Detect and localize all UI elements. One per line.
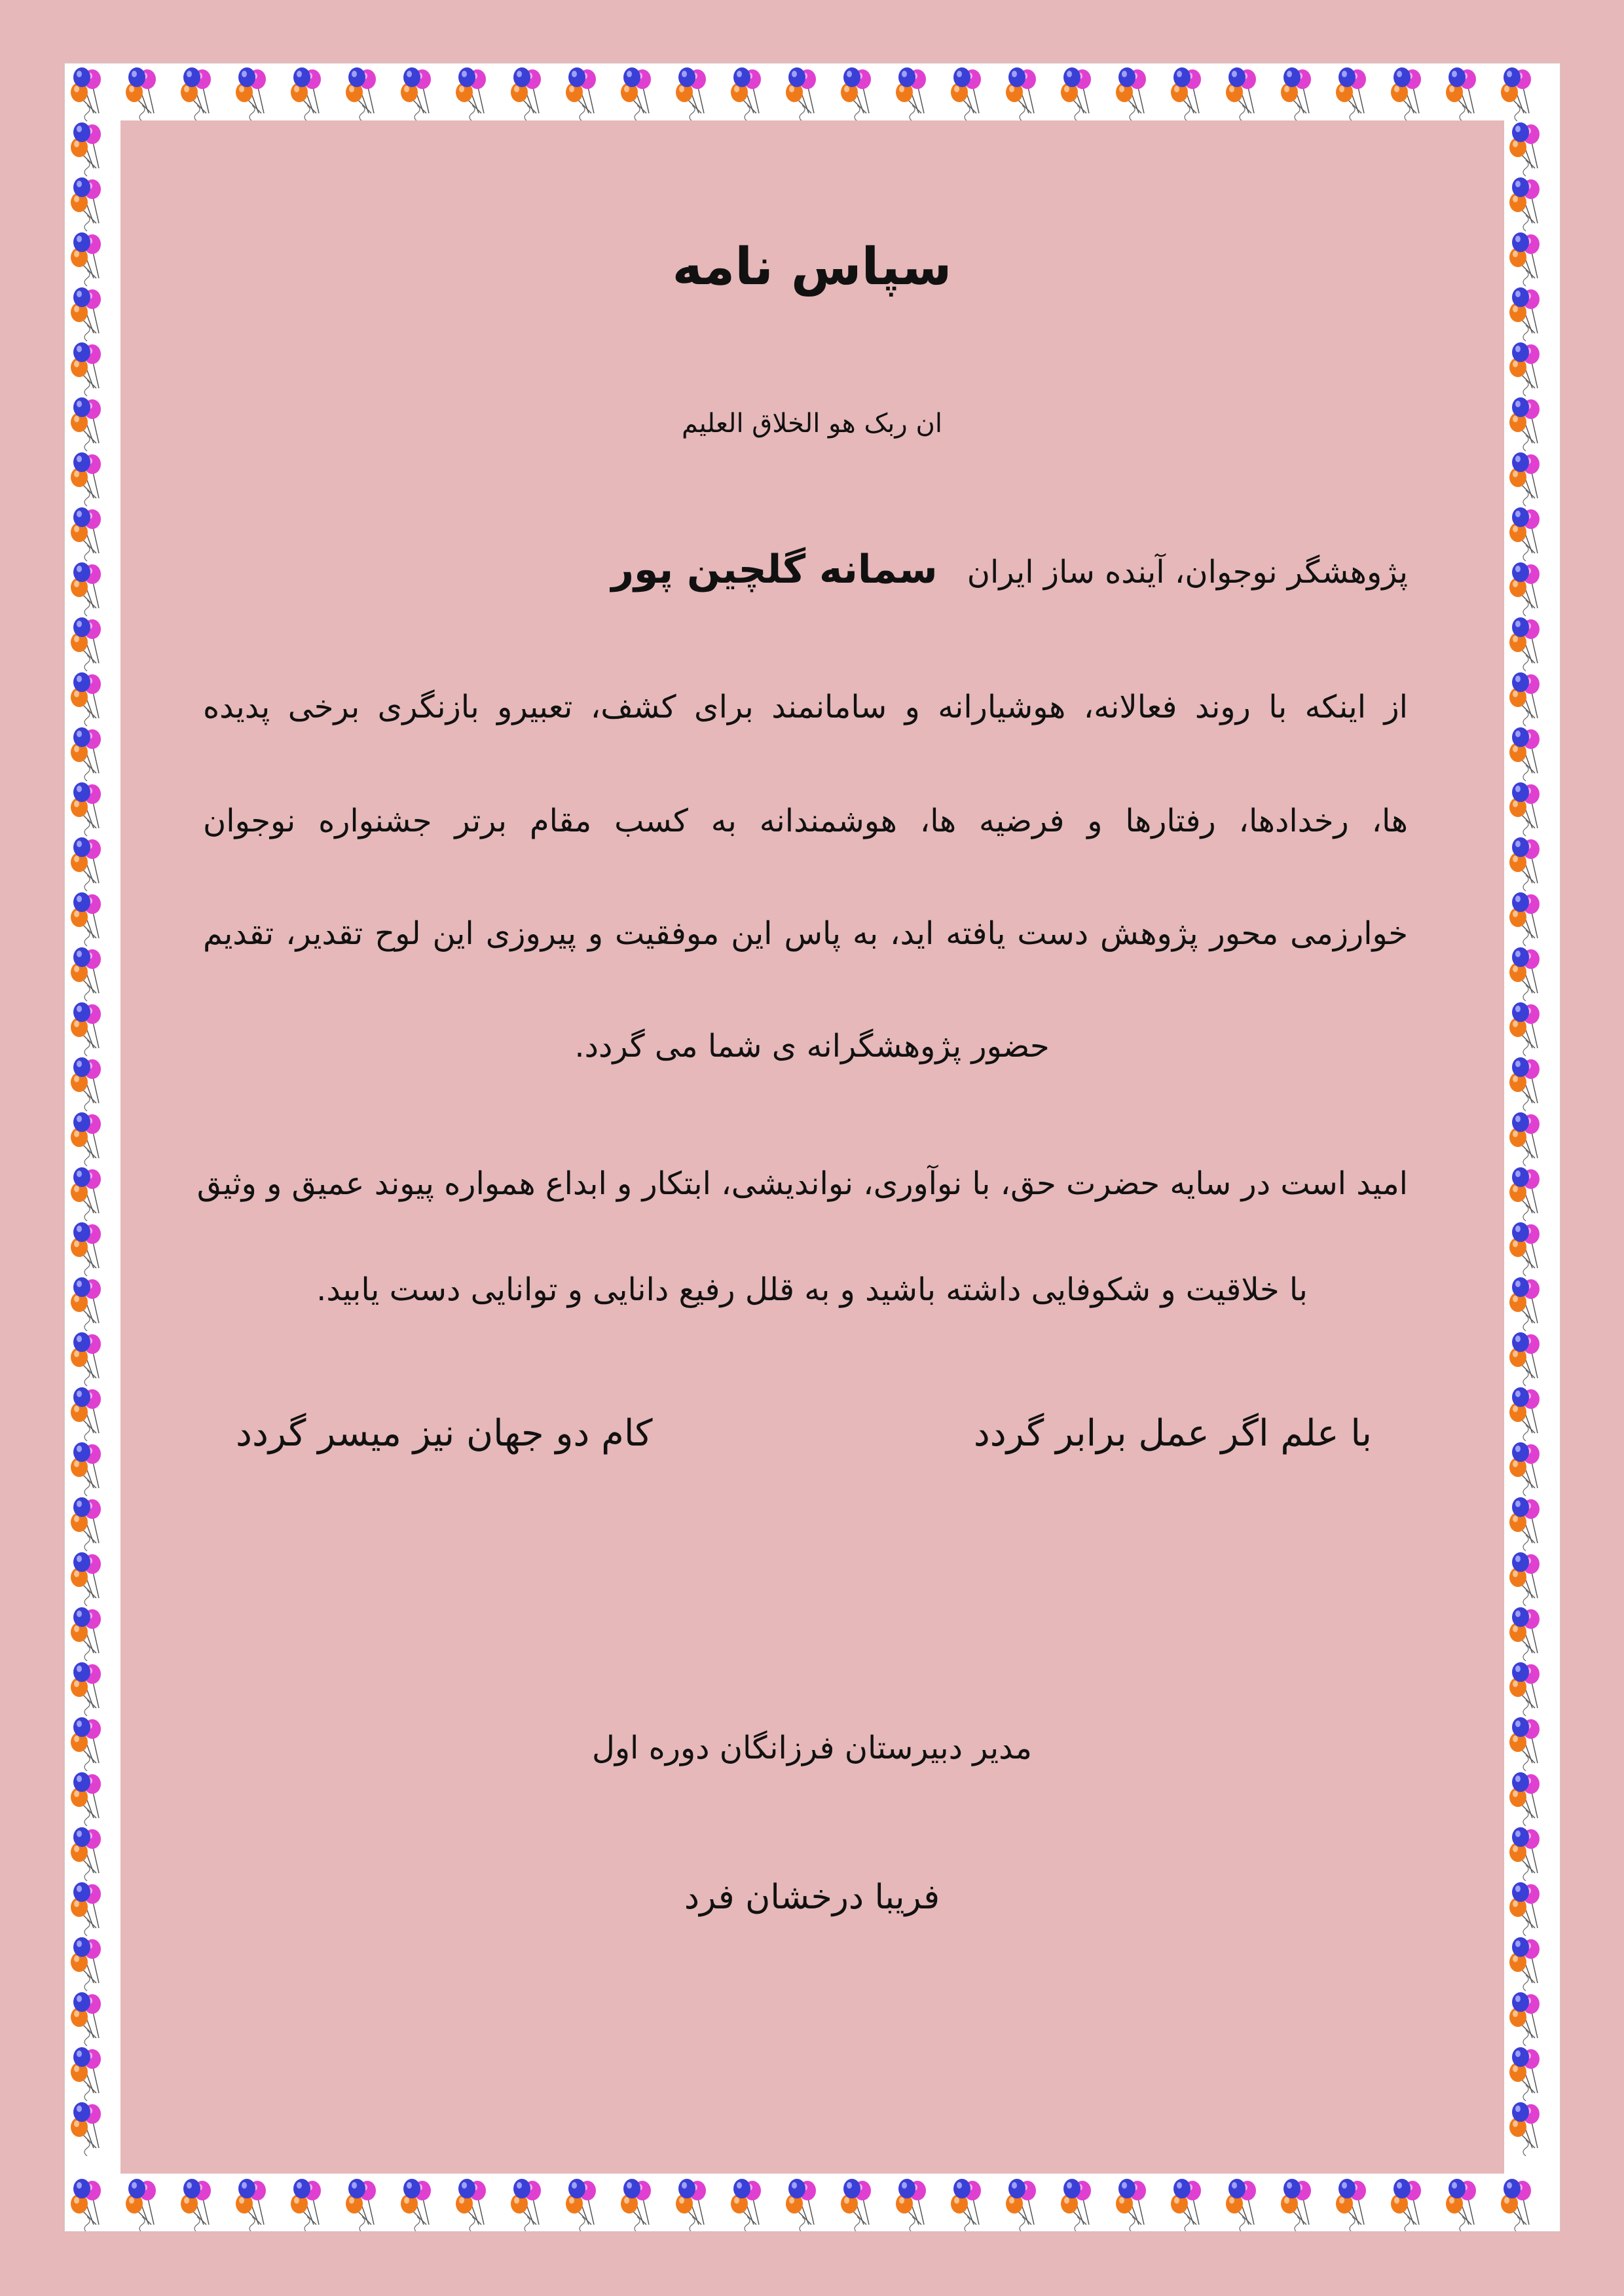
body-paragraph-1-line-4: حضور پژوهشگرانه ی شما می گردد. (574, 1028, 1050, 1065)
recipient-name: سمانه گلچین پور (611, 547, 938, 592)
certificate-title: سپاس نامه (672, 238, 952, 297)
recipient-line (426, 537, 1408, 612)
poem-hemistich-2: کام دو جهان نیز میسر گردد (236, 1412, 653, 1455)
signatory-name: فریبا درخشان فرد (684, 1878, 940, 1917)
body-paragraph-2-line-1: امید است در سایه حضرت حق، با نوآوری، نواندیشی، ابتکار و ابداع همواره پیوند عمیق و وثیق (196, 1165, 1408, 1202)
recipient-intro: پژوهشگر نوجوان، آینده ساز ایران (967, 554, 1408, 591)
body-paragraph-2-line-2: با خلاقیت و شکوفایی داشته باشید و به قلل رفیع دانایی و توانایی دست یابید. (316, 1271, 1308, 1308)
quran-verse: ان ربک هو الخلاق العلیم (682, 409, 942, 439)
body-paragraph-1-line-3: خوارزمی محور پژوهش دست یافته اید، به پاس این موفقیت و پیروزی این لوح تقدیر، تقدیم (203, 915, 1408, 952)
poem-hemistich-1: با علم اگر عمل برابر گردد (973, 1412, 1372, 1455)
body-paragraph-1-line-1: از اینکه با روند فعالانه، هوشیارانه و سامانمند برای کشف، تعبیرو بازنگری برخی پدیده (203, 689, 1408, 725)
signatory-title: مدیر دبیرستان فرزانگان دوره اول (591, 1730, 1033, 1766)
body-paragraph-1-line-2: ها، رخدادها، رفتارها و فرضیه ها، هوشمندانه به کسب مقام برتر جشنواره نوجوان (203, 803, 1408, 839)
